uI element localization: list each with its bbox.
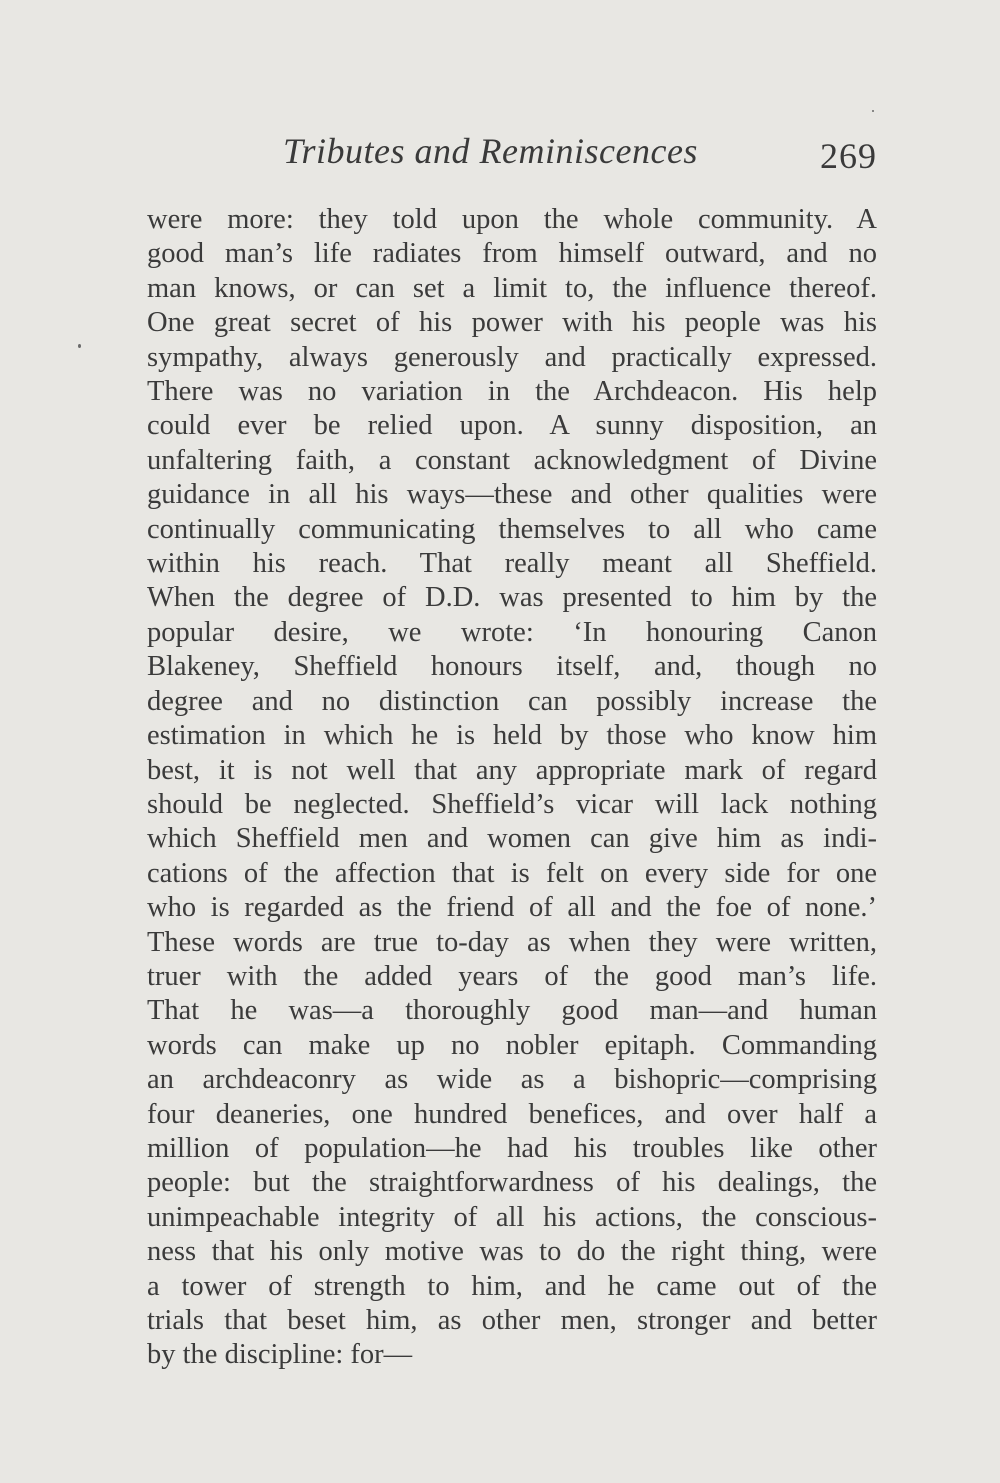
text-line: best, it is not well that any appropriate mark of regard bbox=[147, 754, 877, 786]
text-line: degree and no distinction can possibly increase the bbox=[147, 685, 877, 717]
text-line: trials that beset him, as other men, stronger and better bbox=[147, 1305, 877, 1336]
text-line: estimation in which he is held by those who know him bbox=[147, 720, 877, 752]
text-line: who is regarded as the friend of all and the foe of none.’ bbox=[147, 892, 877, 924]
running-head bbox=[0, 130, 1000, 180]
text-line: That he was—a thoroughly good man—and human bbox=[147, 995, 877, 1027]
text-line: good man’s life radiates from himself outward, and no bbox=[147, 238, 877, 270]
body-text bbox=[147, 203, 877, 1373]
text-line: When the degree of D.D. was presented to him by the bbox=[147, 582, 877, 614]
text-line: four deaneries, one hundred benefices, and over half a bbox=[147, 1098, 877, 1130]
text-line: people: but the straightforwardness of his dealings, the bbox=[147, 1167, 877, 1199]
text-line: popular desire, we wrote: ‘In honouring Canon bbox=[147, 616, 877, 648]
text-line: were more: they told upon the whole community. A bbox=[147, 204, 877, 235]
text-line: Blakeney, Sheffield honours itself, and, though no bbox=[147, 651, 877, 683]
text-line: by the discipline: for— bbox=[147, 1339, 413, 1371]
paper-speck bbox=[78, 344, 81, 348]
text-line: a tower of strength to him, and he came out of the bbox=[147, 1270, 877, 1302]
text-line: guidance in all his ways—these and other qualities were bbox=[147, 479, 877, 511]
text-line: One great secret of his power with his people was his bbox=[147, 307, 877, 339]
text-line: ness that his only motive was to do the right thing, were bbox=[147, 1236, 877, 1268]
text-line: which Sheffield men and women can give him as indi- bbox=[147, 823, 877, 855]
text-line: There was no variation in the Archdeacon. His help bbox=[147, 376, 877, 408]
running-title: Tributes and Reminiscences bbox=[283, 131, 698, 171]
text-line: unimpeachable integrity of all his actions, the conscious- bbox=[147, 1201, 877, 1233]
text-line: million of population—he had his troubles like other bbox=[147, 1132, 877, 1164]
text-line: cations of the affection that is felt on every side for one bbox=[147, 857, 877, 889]
text-line: sympathy, always generously and practically expressed. bbox=[147, 341, 877, 373]
paper-speck bbox=[872, 110, 874, 112]
text-line: man knows, or can set a limit to, the influence thereof. bbox=[147, 272, 877, 304]
text-line: an archdeaconry as wide as a bishopric—comprising bbox=[147, 1064, 877, 1096]
text-line: words can make up no nobler epitaph. Commanding bbox=[147, 1029, 877, 1061]
text-line: could ever be relied upon. A sunny disposition, an bbox=[147, 410, 877, 442]
text-line: continually communicating themselves to all who came bbox=[147, 513, 877, 545]
text-line: within his reach. That really meant all Sheffield. bbox=[147, 548, 877, 580]
text-line: truer with the added years of the good man’s life. bbox=[147, 960, 877, 992]
page-number: 269 bbox=[820, 136, 877, 176]
text-line: unfaltering faith, a constant acknowledgment of Divine bbox=[147, 444, 877, 476]
text-line: These words are true to-day as when they were written, bbox=[147, 926, 877, 958]
text-line: should be neglected. Sheffield’s vicar will lack nothing bbox=[147, 788, 877, 820]
